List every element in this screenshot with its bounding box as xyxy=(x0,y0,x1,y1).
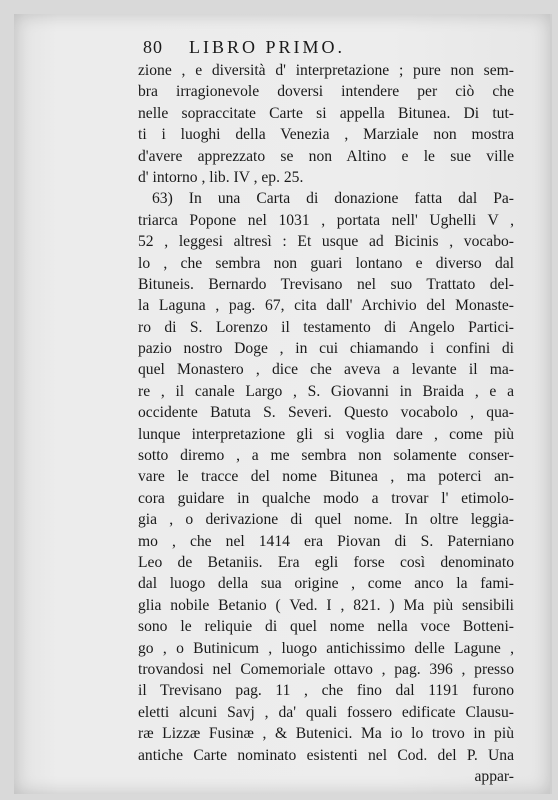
catchword: appar- xyxy=(474,767,514,785)
text-line: mo , che nel 1414 era Piovan di S. Paterniano xyxy=(138,532,514,550)
text-line: ro di S. Lorenzo il testamento di Angelo Partici- xyxy=(138,318,514,336)
text-line: Leo de Betaniis. Era egli forse così denominato xyxy=(138,553,514,571)
text-line: d'avere apprezzato se non Altino e le sue ville xyxy=(138,147,514,165)
text-line: sotto diremo , a me sembra non solamente conser- xyxy=(138,447,514,465)
text-line: 52 , leggesi altresì : Et usque ad Bicinis , vocabo- xyxy=(138,233,514,251)
text-line: zione , e diversità d' interpretazione ; pure non sem- xyxy=(138,62,514,79)
text-line: glia nobile Betanio ( Ved. I , 821. ) Ma più sensibili xyxy=(138,596,514,614)
text-line: sono le reliquie di quel nome nella voce Botteni- xyxy=(138,618,514,636)
text-line: lunque interpretazione gli si voglia dare , come più xyxy=(138,425,514,443)
text-line: vare le tracce del nome Bitunea , ma poterci an- xyxy=(138,468,514,486)
text-line: ti i luoghi della Venezia , Marziale non mostra xyxy=(138,126,514,144)
text-line: il Trevisano pag. 11 , che fino dal 1191 furono xyxy=(138,682,514,700)
text-line: dal luogo della sua origine , come anco la fami- xyxy=(138,575,514,593)
text-line: occidente Batuta S. Severi. Questo vocabolo , qua- xyxy=(138,404,514,422)
text-line: pazio nostro Doge , in cui chiamando i confini di xyxy=(138,340,514,358)
text-line: ræ Lizzæ Fusinæ , & Butenici. Ma io lo trovo in più xyxy=(138,725,514,743)
text-line: re , il canale Largo , S. Giovanni in Braida , e a xyxy=(138,382,514,400)
text-line: trovandosi nel Comemoriale ottavo , pag. 396 , presso xyxy=(138,660,514,678)
page-number: 80 xyxy=(143,37,163,57)
text-line: nelle sopraccitate Carte si appella Bitunea. Di tut- xyxy=(138,104,514,122)
text-line: cora guidare in qualche modo a trovar l' etimolo- xyxy=(138,489,514,507)
text-line: lo , che sembra non guari lontano e diverso dal xyxy=(138,254,514,272)
text-line: go , o Butinicum , luogo antichissimo delle Lagune , xyxy=(138,639,514,657)
text-line: gia , o derivazione di quel nome. In oltre leggia- xyxy=(138,511,514,529)
text-line: antiche Carte nominato esistenti nel Cod. del P. Una xyxy=(138,746,514,764)
text-line: d' intorno , lib. IV , ep. 25. xyxy=(138,168,304,186)
body-text xyxy=(138,60,514,787)
text-line: la Laguna , pag. 67, cita dall' Archivio del Monaste- xyxy=(138,297,514,315)
text-line: eletti alcuni Savj , da' quali fossero edificate Clausu- xyxy=(138,703,514,721)
text-line: bra irragionevole doversi intendere per ciò che xyxy=(138,83,514,101)
text-line: triarca Popone nel 1031 , portata nell' Ughelli V , xyxy=(138,211,514,229)
running-header xyxy=(143,37,443,58)
running-title: LIBRO PRIMO. xyxy=(189,37,346,57)
text-line: Bituneis. Bernardo Trevisano nel suo Trattato del- xyxy=(138,275,514,293)
text-line: quel Monastero , dice che aveva a levante il ma- xyxy=(138,361,514,379)
text-line: 63) In una Carta di donazione fatta dal Pa- xyxy=(152,190,514,208)
